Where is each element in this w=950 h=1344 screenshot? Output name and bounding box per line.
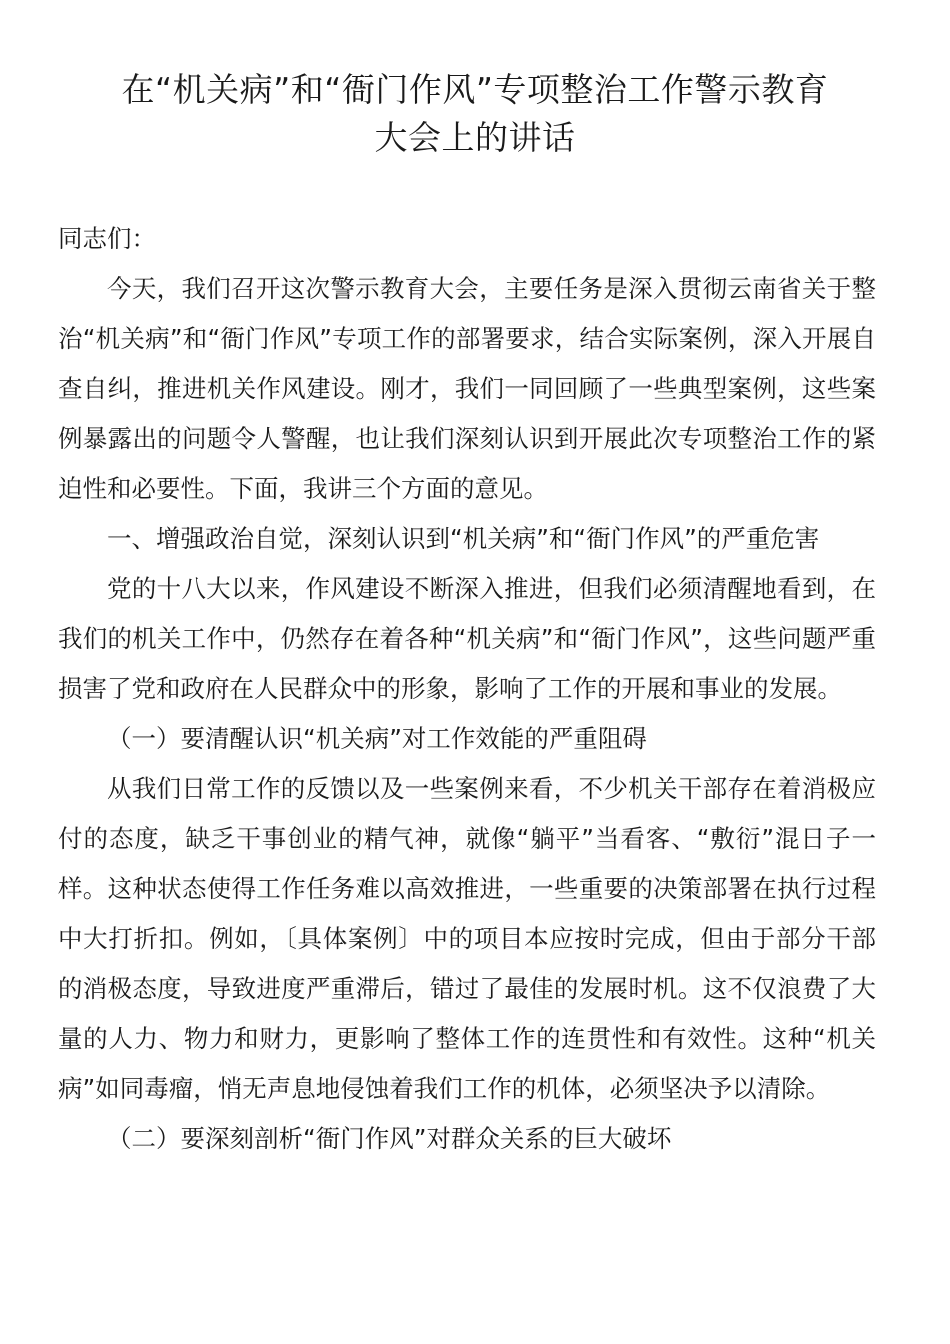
document-body [58,214,876,1164]
title-line-1: 在“机关病”和“衙门作风”专项整治工作警示教育 [121,70,829,109]
section-heading-1: 一、增强政治自觉，深刻认识到“机关病”和“衙门作风”的严重危害 [107,524,820,553]
paragraph-intro: 今天，我们召开这次警示教育大会，主要任务是深入贯彻云南省关于整治“机关病”和“衙门作风”专项工作的部署要求，结合实际案例，深入开展自查自纠，推进机关作风建设。刚才，我们一同回顾了一些典型案例，这些案例暴露出的问题令人警醒，也让我们深刻认识到开展此次专项整治工作的紧迫性和必要性。下面，我讲三个方面的意见。 [58,274,876,503]
paragraph-section-1: 党的十八大以来，作风建设不断深入推进，但我们必须清醒地看到，在我们的机关工作中，仍然存在着各种“机关病”和“衙门作风”，这些问题严重损害了党和政府在人民群众中的形象，影响了工作的开展和事业的发展。 [58,574,876,703]
document-title [60,66,890,162]
paragraph-subsection-1: 从我们日常工作的反馈以及一些案例来看，不少机关干部存在着消极应付的态度，缺乏干事创业的精气神，就像“躺平”当看客、“敷衍”混日子一样。这种状态使得工作任务难以高效推进，一些重要的决策部署在执行过程中大打折扣。例如，〔具体案例〕中的项目本应按时完成，但由于部分干部的消极态度，导致进度严重滞后，错过了最佳的发展时机。这不仅浪费了大量的人力、物力和财力，更影响了整体工作的连贯性和有效性。这种“机关病”如同毒瘤，悄无声息地侵蚀着我们工作的机体，必须坚决予以清除。 [58,774,876,1103]
salutation: 同志们： [58,224,156,253]
subsection-heading-1: （一）要清醒认识“机关病”对工作效能的严重阻碍 [107,724,647,753]
title-line-2: 大会上的讲话 [374,118,576,157]
subsection-heading-2: （二）要深刻剖析“衙门作风”对群众关系的巨大破坏 [107,1124,672,1153]
